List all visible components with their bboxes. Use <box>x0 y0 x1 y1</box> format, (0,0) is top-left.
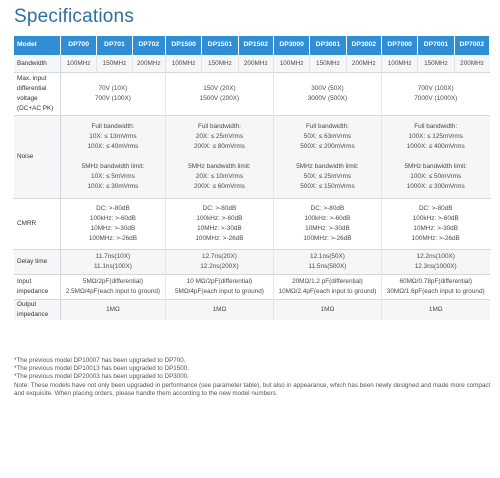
group-cell: 1MΩ <box>381 300 489 321</box>
cell-line: 10MHz: >-30dB <box>197 225 242 232</box>
table-row <box>14 73 490 116</box>
cell-line: 7000V (1000X) <box>414 95 458 102</box>
table-header-row <box>14 36 490 55</box>
cell-line: 100MHz: >-26dB <box>195 234 244 242</box>
cell-line: 500X: ≤ 200mVrms <box>300 143 355 151</box>
cell-line: 1000X: ≤ 400mVrms <box>406 143 465 151</box>
header-cell: DP3000 <box>273 36 309 55</box>
cell-line: 5MΩ/2pF(differential) <box>82 278 143 286</box>
cell-line: 10 MΩ/2pF(differential) <box>186 278 253 286</box>
cell-line: 100kHz: >-60dB <box>304 215 351 223</box>
cell-line: 5MHz bandwidth limit: <box>404 162 467 170</box>
header-cell: DP3002 <box>346 36 381 55</box>
cell-line: 10X: ≤ 5mVrms <box>91 172 135 180</box>
cell-line: DC: >-80dB <box>202 205 237 213</box>
footnote: *The previous model DP10007 has been upgraded to DP700. <box>14 357 186 364</box>
cell-line: 12.1ns(50X) <box>310 253 345 261</box>
cell-line: 100X: ≤ 40mVrms <box>87 143 139 151</box>
cell-line: 700V (100X) <box>417 85 454 93</box>
cell-line: 60MΩ/0.78pF(differential) <box>399 278 472 286</box>
cell-line <box>274 152 381 162</box>
table-row <box>14 199 490 250</box>
cell-line: 10MHz: >-30dB <box>305 225 350 232</box>
table-row <box>14 116 490 199</box>
group-cell <box>165 250 273 275</box>
group-cell <box>165 199 273 250</box>
table-cell: 150MHz <box>97 55 132 73</box>
header-cell: DP1502 <box>238 36 273 55</box>
group-cell <box>165 73 273 116</box>
spec-table <box>14 36 490 320</box>
group-cell <box>165 116 273 199</box>
cell-line: Full bandwidth: <box>91 123 135 131</box>
group-cell: 1MΩ <box>273 300 381 321</box>
row-label-input-impedance <box>14 275 60 300</box>
cell-line <box>166 152 273 162</box>
cell-line: 100kHz: >-60dB <box>196 215 243 223</box>
table-row <box>14 275 490 300</box>
table-cell: 100MHz <box>273 55 309 73</box>
row-label-bandwidth: Bandwidth <box>14 55 60 73</box>
group-cell <box>273 116 381 199</box>
table-cell: 100MHz <box>381 55 417 73</box>
cell-line: 500X: ≤ 150mVrms <box>300 182 355 190</box>
row-label-delay: Delay time <box>14 250 60 275</box>
table-cell: 100MHz <box>165 55 201 73</box>
group-cell <box>273 73 381 116</box>
group-cell <box>381 116 489 199</box>
cell-line <box>382 152 490 162</box>
group-cell <box>273 275 381 300</box>
cell-line: 5MHz bandwidth limit: <box>81 162 145 170</box>
cell-line: 12.2ns(200X) <box>200 263 239 270</box>
cell-line: 2.5MΩ/4pF(each input to ground) <box>65 288 161 295</box>
header-cell: DP7002 <box>454 36 489 55</box>
header-cell: DP702 <box>132 36 165 55</box>
cell-line: 12.3ns(1000X) <box>414 263 457 270</box>
cell-line: 10MHz: >-30dB <box>90 225 136 232</box>
group-cell <box>273 250 381 275</box>
cell-line: 150V (20X) <box>203 85 236 93</box>
label-line: (DC+AC PK) <box>17 104 54 112</box>
table-cell: 150MHz <box>202 55 238 73</box>
cell-line: 5MHz bandwidth limit: <box>188 162 251 170</box>
cell-line: 100kHz: >-60dB <box>412 215 459 223</box>
cell-line: 100kHz: >-60dB <box>89 215 136 223</box>
cell-line: 20MΩ/1.2 pF(differential) <box>292 278 363 286</box>
page-title: Specifications <box>14 6 135 27</box>
footnote: *The previous model DP10013 has been upgraded to DP1500. <box>14 365 190 373</box>
group-cell <box>381 250 489 275</box>
cell-line: 12.2ns(100X) <box>416 253 455 261</box>
group-cell <box>60 73 165 116</box>
row-label-output-impedance <box>14 300 60 321</box>
table-row <box>14 300 490 321</box>
group-cell <box>381 73 489 116</box>
label-line: impedance <box>17 288 49 295</box>
cell-line: 100MHz: >-26dB <box>88 234 137 242</box>
cell-line: 1500V (200X) <box>199 95 240 102</box>
table-cell: 200MHz <box>454 55 489 73</box>
table-cell: 100MHz <box>60 55 96 73</box>
table-cell: 200MHz <box>346 55 381 73</box>
group-cell <box>60 116 165 199</box>
cell-line: 100X: ≤ 50mVrms <box>410 172 462 180</box>
group-cell <box>165 275 273 300</box>
header-cell: DP1501 <box>202 36 238 55</box>
cell-line: 700V (100X) <box>94 95 131 102</box>
cell-line: DC: >-80dB <box>96 205 130 213</box>
cell-line: 5MHz bandwidth limit: <box>296 162 359 170</box>
table-row <box>14 250 490 275</box>
group-cell: 1MΩ <box>60 300 165 321</box>
header-cell: DP7000 <box>381 36 417 55</box>
table-cell: 150MHz <box>418 55 454 73</box>
label-line: impedance <box>17 311 49 318</box>
cell-line: 70V (10X) <box>98 85 128 93</box>
cell-line: 10MHz: >-30dB <box>413 225 459 232</box>
label-line: Input <box>17 278 32 286</box>
label-line: Max. input <box>17 75 47 83</box>
table-row <box>14 55 490 73</box>
cell-line: 50X: ≤ 63mVrms <box>303 133 352 141</box>
cell-line: 100X: ≤ 125mVrms <box>408 133 463 141</box>
cell-line: DC: >-80dB <box>310 205 345 213</box>
row-label-noise: Noise <box>14 116 60 199</box>
cell-line: 11.5ns(500X) <box>308 263 347 270</box>
header-cell: DP700 <box>60 36 96 55</box>
footnote-note: Note: These models have not only been upgraded in performance (see parameter table), but also in appearance, which has been newly designed and made more compact and exquisite. When placing orders, please handle them according to the new model numbers. <box>14 381 491 397</box>
cell-line: 11.7ns(10X) <box>95 253 131 261</box>
label-line: voltage <box>17 95 38 102</box>
group-cell <box>60 199 165 250</box>
cell-line: 1000X: ≤ 300mVrms <box>406 182 465 190</box>
cell-line: 12.7ns(20X) <box>202 253 237 261</box>
group-cell <box>60 275 165 300</box>
footnote: *The previous model DP20003 has been upgraded to DP3000. <box>14 373 190 381</box>
header-cell: DP7001 <box>418 36 454 55</box>
group-cell <box>381 275 489 300</box>
label-line: Output <box>17 301 37 309</box>
cell-line: 100MHz: >-26dB <box>411 234 460 242</box>
header-cell: DP701 <box>97 36 132 55</box>
cell-line: 5MΩ/4pF(each input to ground) <box>174 288 264 295</box>
cell-line: DC: >-80dB <box>418 205 453 213</box>
table-cell: 200MHz <box>238 55 273 73</box>
cell-line: 20X: ≤ 10mVrms <box>195 172 244 180</box>
cell-line: 100MHz: >-26dB <box>303 234 352 242</box>
footnotes <box>14 357 492 398</box>
cell-line: 200X: ≤ 80mVrms <box>193 143 245 151</box>
cell-line: 50X: ≤ 25mVrms <box>303 172 352 180</box>
cell-line: 20X: ≤ 25mVrms <box>195 133 244 141</box>
cell-line: 30MΩ/1.6pF(each input to ground) <box>386 288 485 295</box>
cell-line: 100X: ≤ 30mVrms <box>87 182 139 190</box>
cell-line: 200X: ≤ 60mVrms <box>193 182 245 190</box>
cell-line: 10MΩ/2.4pF(each input to ground) <box>278 288 377 295</box>
cell-line: 11.1ns(100X) <box>93 263 132 270</box>
group-cell <box>273 199 381 250</box>
table-cell: 200MHz <box>132 55 165 73</box>
group-cell: 1MΩ <box>165 300 273 321</box>
cell-line: Full bandwidth: <box>305 123 349 131</box>
cell-line: 10X: ≤ 13mVrms <box>89 133 137 141</box>
cell-line: Full bandwidth: <box>414 123 458 131</box>
group-cell <box>60 250 165 275</box>
label-line: differential <box>17 85 47 93</box>
cell-line: Full bandwidth: <box>197 123 241 131</box>
row-label-cmrr: CMRR <box>14 199 60 250</box>
cell-line <box>61 152 165 162</box>
cell-line: 3000V (500X) <box>307 95 348 102</box>
group-cell <box>381 199 489 250</box>
header-cell: Model <box>14 36 60 55</box>
header-cell: DP1500 <box>165 36 201 55</box>
header-cell: DP3001 <box>310 36 346 55</box>
table-cell: 150MHz <box>310 55 346 73</box>
row-label-max-input <box>14 73 60 116</box>
cell-line: 300V (50X) <box>311 85 344 93</box>
